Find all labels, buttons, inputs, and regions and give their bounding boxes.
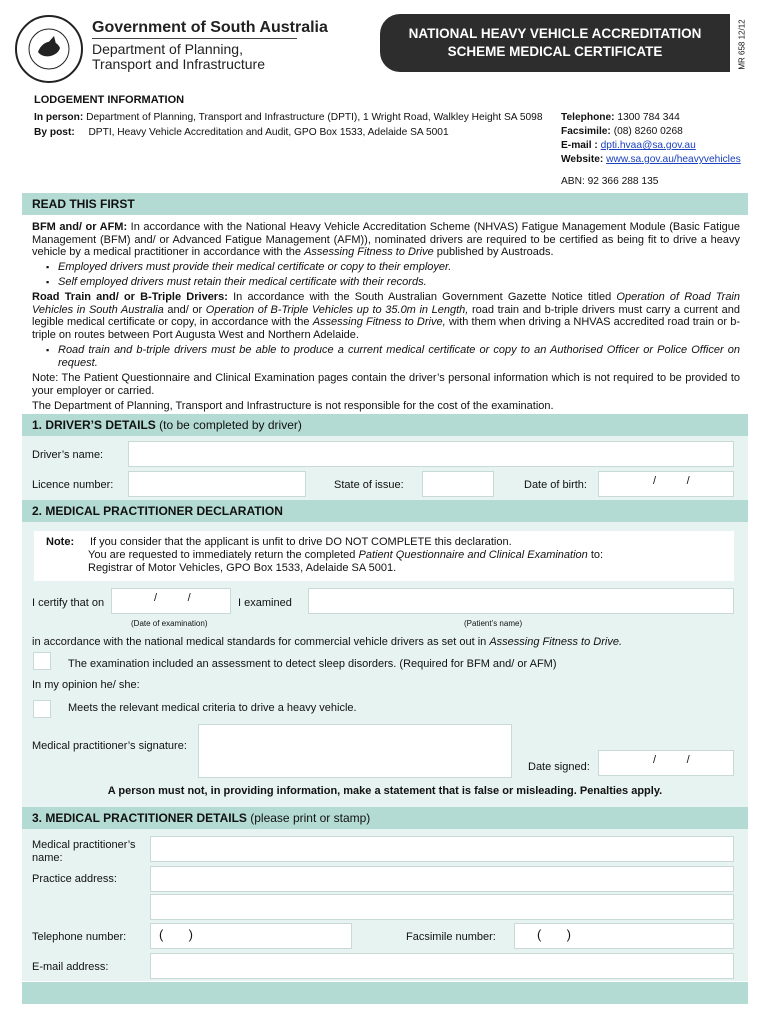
licence-number-label: Licence number: [32, 479, 114, 491]
road-train-text-a: In accordance with the South Australian Government Gazette Notice titled [233, 291, 612, 303]
read-first-heading: READ THIS FIRST [32, 197, 135, 211]
telephone-number-field[interactable] [150, 923, 352, 949]
government-logo [14, 14, 84, 84]
road-train-italic-3: Assessing Fitness to Drive, [312, 316, 446, 329]
practice-address-label: Practice address: [32, 873, 117, 885]
dept-line-2: Transport and Infrastructure [92, 56, 266, 72]
accordance-text [32, 636, 622, 649]
section-3-subtitle: (please print or stamp) [250, 811, 371, 825]
website-label: Website: [561, 154, 604, 165]
signed-date-slashes: / / [653, 754, 690, 766]
website-link[interactable]: www.sa.gov.au/heavyvehicles [606, 154, 741, 165]
logo-rule [92, 38, 297, 39]
section-3-band [22, 807, 748, 829]
section-1-title: 1. DRIVER’S DETAILS [32, 418, 156, 432]
note-cost: The Department of Planning, Transport and Infrastructure is not responsible for the cost of the examination. [32, 400, 554, 412]
form-title-banner [380, 14, 730, 72]
telephone-number-label: Telephone number: [32, 931, 127, 943]
email-label: E-mail : [561, 140, 598, 151]
by-post-text: DPTI, Heavy Vehicle Accreditation and Audit, GPO Box 1533, Adelaide SA 5001 [88, 127, 449, 138]
accordance-text-main: in accordance with the national medical standards for commercial vehicle drivers as set out in [32, 636, 487, 648]
section-1-subtitle: (to be completed by driver) [159, 418, 302, 432]
in-person-text: Department of Planning, Transport and Infrastructure (DPTI), 1 Wright Road, Walkley Height SA 5098 [86, 112, 543, 123]
patients-name-caption: (Patient’s name) [464, 619, 523, 628]
date-of-birth-field[interactable] [598, 471, 734, 497]
email-line [561, 139, 696, 152]
lodgement-heading: LODGEMENT INFORMATION [34, 94, 185, 106]
false-statement-warning: A person must not, in providing information, make a statement that is false or misleading. Penalties apply. [107, 785, 663, 797]
note-line-1: If you consider that the applicant is unfit to drive DO NOT COMPLETE this declaration. [90, 536, 512, 548]
signature-label: Medical practitioner’s signature: [32, 740, 187, 752]
in-person-line [34, 111, 542, 124]
drivers-name-field[interactable] [128, 441, 734, 467]
telephone-value: 1300 784 344 [617, 112, 680, 123]
note-line-3: Registrar of Motor Vehicles, GPO Box 1533, Adelaide SA 5001. [88, 562, 397, 574]
section-2-heading: 2. MEDICAL PRACTITIONER DECLARATION [32, 504, 283, 518]
section-2-note-box [34, 531, 734, 581]
medical-criteria-text: Meets the relevant medical criteria to drive a heavy vehicle. [68, 702, 357, 714]
drivers-name-label: Driver’s name: [32, 449, 104, 461]
telephone-area-code: ( ) [159, 927, 193, 942]
by-post-line [34, 126, 449, 139]
facsimile-label: Facsimile: [561, 126, 611, 137]
practitioner-name-field[interactable] [150, 836, 734, 862]
state-of-issue-field[interactable] [422, 471, 494, 497]
in-person-label: In person: [34, 112, 84, 123]
facsimile-area-code: ( ) [537, 927, 571, 942]
bfm-text: In accordance with the National Heavy Vehicle Accreditation Scheme (NHVAS) Fatigue Management Module (Basic Fatigue Management (BFM) and/ or Advanced Fatigue Management (AFM)), nominated drivers are required to be certified as being fit to drive a heavy vehicle by a medical practitioner in accordance with the [32, 221, 740, 259]
bullet-employed: ▪ Employed drivers must provide their medical certificate or copy to their employer. [58, 261, 740, 274]
road-train-italic-2: Operation of B-Triple Vehicles up to 35.0m in Length, [205, 303, 469, 316]
bfm-text-italic: Assessing Fitness to Drive [304, 246, 434, 259]
read-first-band [22, 193, 748, 215]
facsimile-number-field[interactable] [514, 923, 734, 949]
opinion-label: In my opinion he/ she: [32, 679, 140, 691]
facsimile-number-label: Facsimile number: [406, 931, 496, 943]
practitioner-name-label-1: Medical practitioner’s [32, 839, 136, 851]
note-label: Note: [46, 536, 75, 548]
website-line [561, 153, 741, 166]
examined-label: I examined [238, 597, 292, 609]
note-personal-info: Note: The Patient Questionnaire and Clinical Examination pages contain the driver’s personal information which is not required to be provided to your employer or carried. [32, 372, 740, 397]
bullet-self-employed: ▪ Self employed drivers must retain their medical certificate with their records. [58, 276, 740, 289]
road-train-label: Road Train and/ or B-Triple Drivers: [32, 291, 228, 303]
telephone-label: Telephone: [561, 112, 615, 123]
date-of-examination-field[interactable] [111, 588, 231, 614]
road-train-paragraph [32, 291, 740, 341]
section-3-heading [32, 811, 370, 825]
practitioner-name-label-2: name: [32, 852, 63, 864]
bfm-text-end: published by Austroads. [436, 246, 554, 259]
gov-name: Government of South Australia [92, 19, 328, 36]
dept-line-1: Department of Planning, [92, 41, 243, 57]
form-title-line-1: NATIONAL HEAVY VEHICLE ACCREDITATION [408, 26, 702, 41]
date-signed-label: Date signed: [528, 761, 590, 773]
note-line-2-text: You are requested to immediately return the completed [88, 549, 356, 561]
date-of-birth-label: Date of birth: [524, 479, 587, 491]
practice-address-field-1[interactable] [150, 866, 734, 892]
section-1-band [22, 414, 748, 436]
by-post-label: By post: [34, 127, 75, 138]
abn: ABN: 92 366 288 135 [561, 176, 659, 187]
dob-date-slashes: / / [653, 475, 690, 487]
road-train-text-c: road train and b-triple drivers must carry a current and legible medical certificate or copy, in accordance with the [32, 303, 740, 329]
facsimile-value: (08) 8260 0268 [613, 126, 683, 137]
state-of-issue-label: State of issue: [334, 479, 404, 491]
note-line-2-end: to: [590, 549, 604, 561]
sleep-disorder-text: The examination included an assessment to detect sleep disorders. (Required for BFM and/ or AFM) [68, 658, 557, 670]
accordance-text-italic: Assessing Fitness to Drive. [489, 636, 622, 648]
road-train-text-b: and/ or [167, 303, 203, 316]
signature-field[interactable] [198, 724, 512, 778]
email-address-label: E-mail address: [32, 961, 109, 973]
state-seal-icon [14, 14, 84, 84]
form-title-line-2: SCHEME MEDICAL CERTIFICATE [447, 44, 663, 59]
date-signed-field[interactable] [598, 750, 734, 776]
section-2-band [22, 500, 748, 522]
section-3-title: 3. MEDICAL PRACTITIONER DETAILS [32, 811, 247, 825]
bfm-label: BFM and/ or AFM: [32, 221, 128, 233]
email-link[interactable]: dpti.hvaa@sa.gov.au [600, 140, 696, 151]
facsimile-line [561, 125, 683, 138]
email-address-field[interactable] [150, 953, 734, 979]
certify-label: I certify that on [32, 597, 105, 609]
bullet-road-train: ▪ Road train and b-triple drivers must be able to produce a current medical certificate or copy to an Authorised Officer or Police Officer on request. [58, 344, 740, 369]
practice-address-field-2[interactable] [150, 894, 734, 920]
note-line-2-italic: Patient Questionnaire and Clinical Examination [358, 549, 588, 561]
form-code: MR 658 12/12 [737, 19, 747, 70]
note-line-2 [88, 549, 603, 562]
footer-band [22, 982, 748, 1004]
road-train-text-d: with them when driving a NHVAS accredited road train or b-triple on routes between Port Augusta West and Northern Adelaide. [32, 316, 740, 341]
section-1-heading [32, 418, 302, 432]
road-train-italic-1: Operation of Road Train Vehicles in South Australia [32, 291, 740, 316]
date-of-examination-caption: (Date of examination) [131, 619, 208, 628]
medical-criteria-checkbox[interactable] [33, 700, 51, 718]
telephone-line [561, 111, 680, 124]
exam-date-slashes: / / [154, 592, 191, 604]
sleep-disorder-checkbox[interactable] [33, 652, 51, 670]
patients-name-field[interactable] [308, 588, 734, 614]
licence-number-field[interactable] [128, 471, 306, 497]
bfm-paragraph [32, 221, 740, 259]
